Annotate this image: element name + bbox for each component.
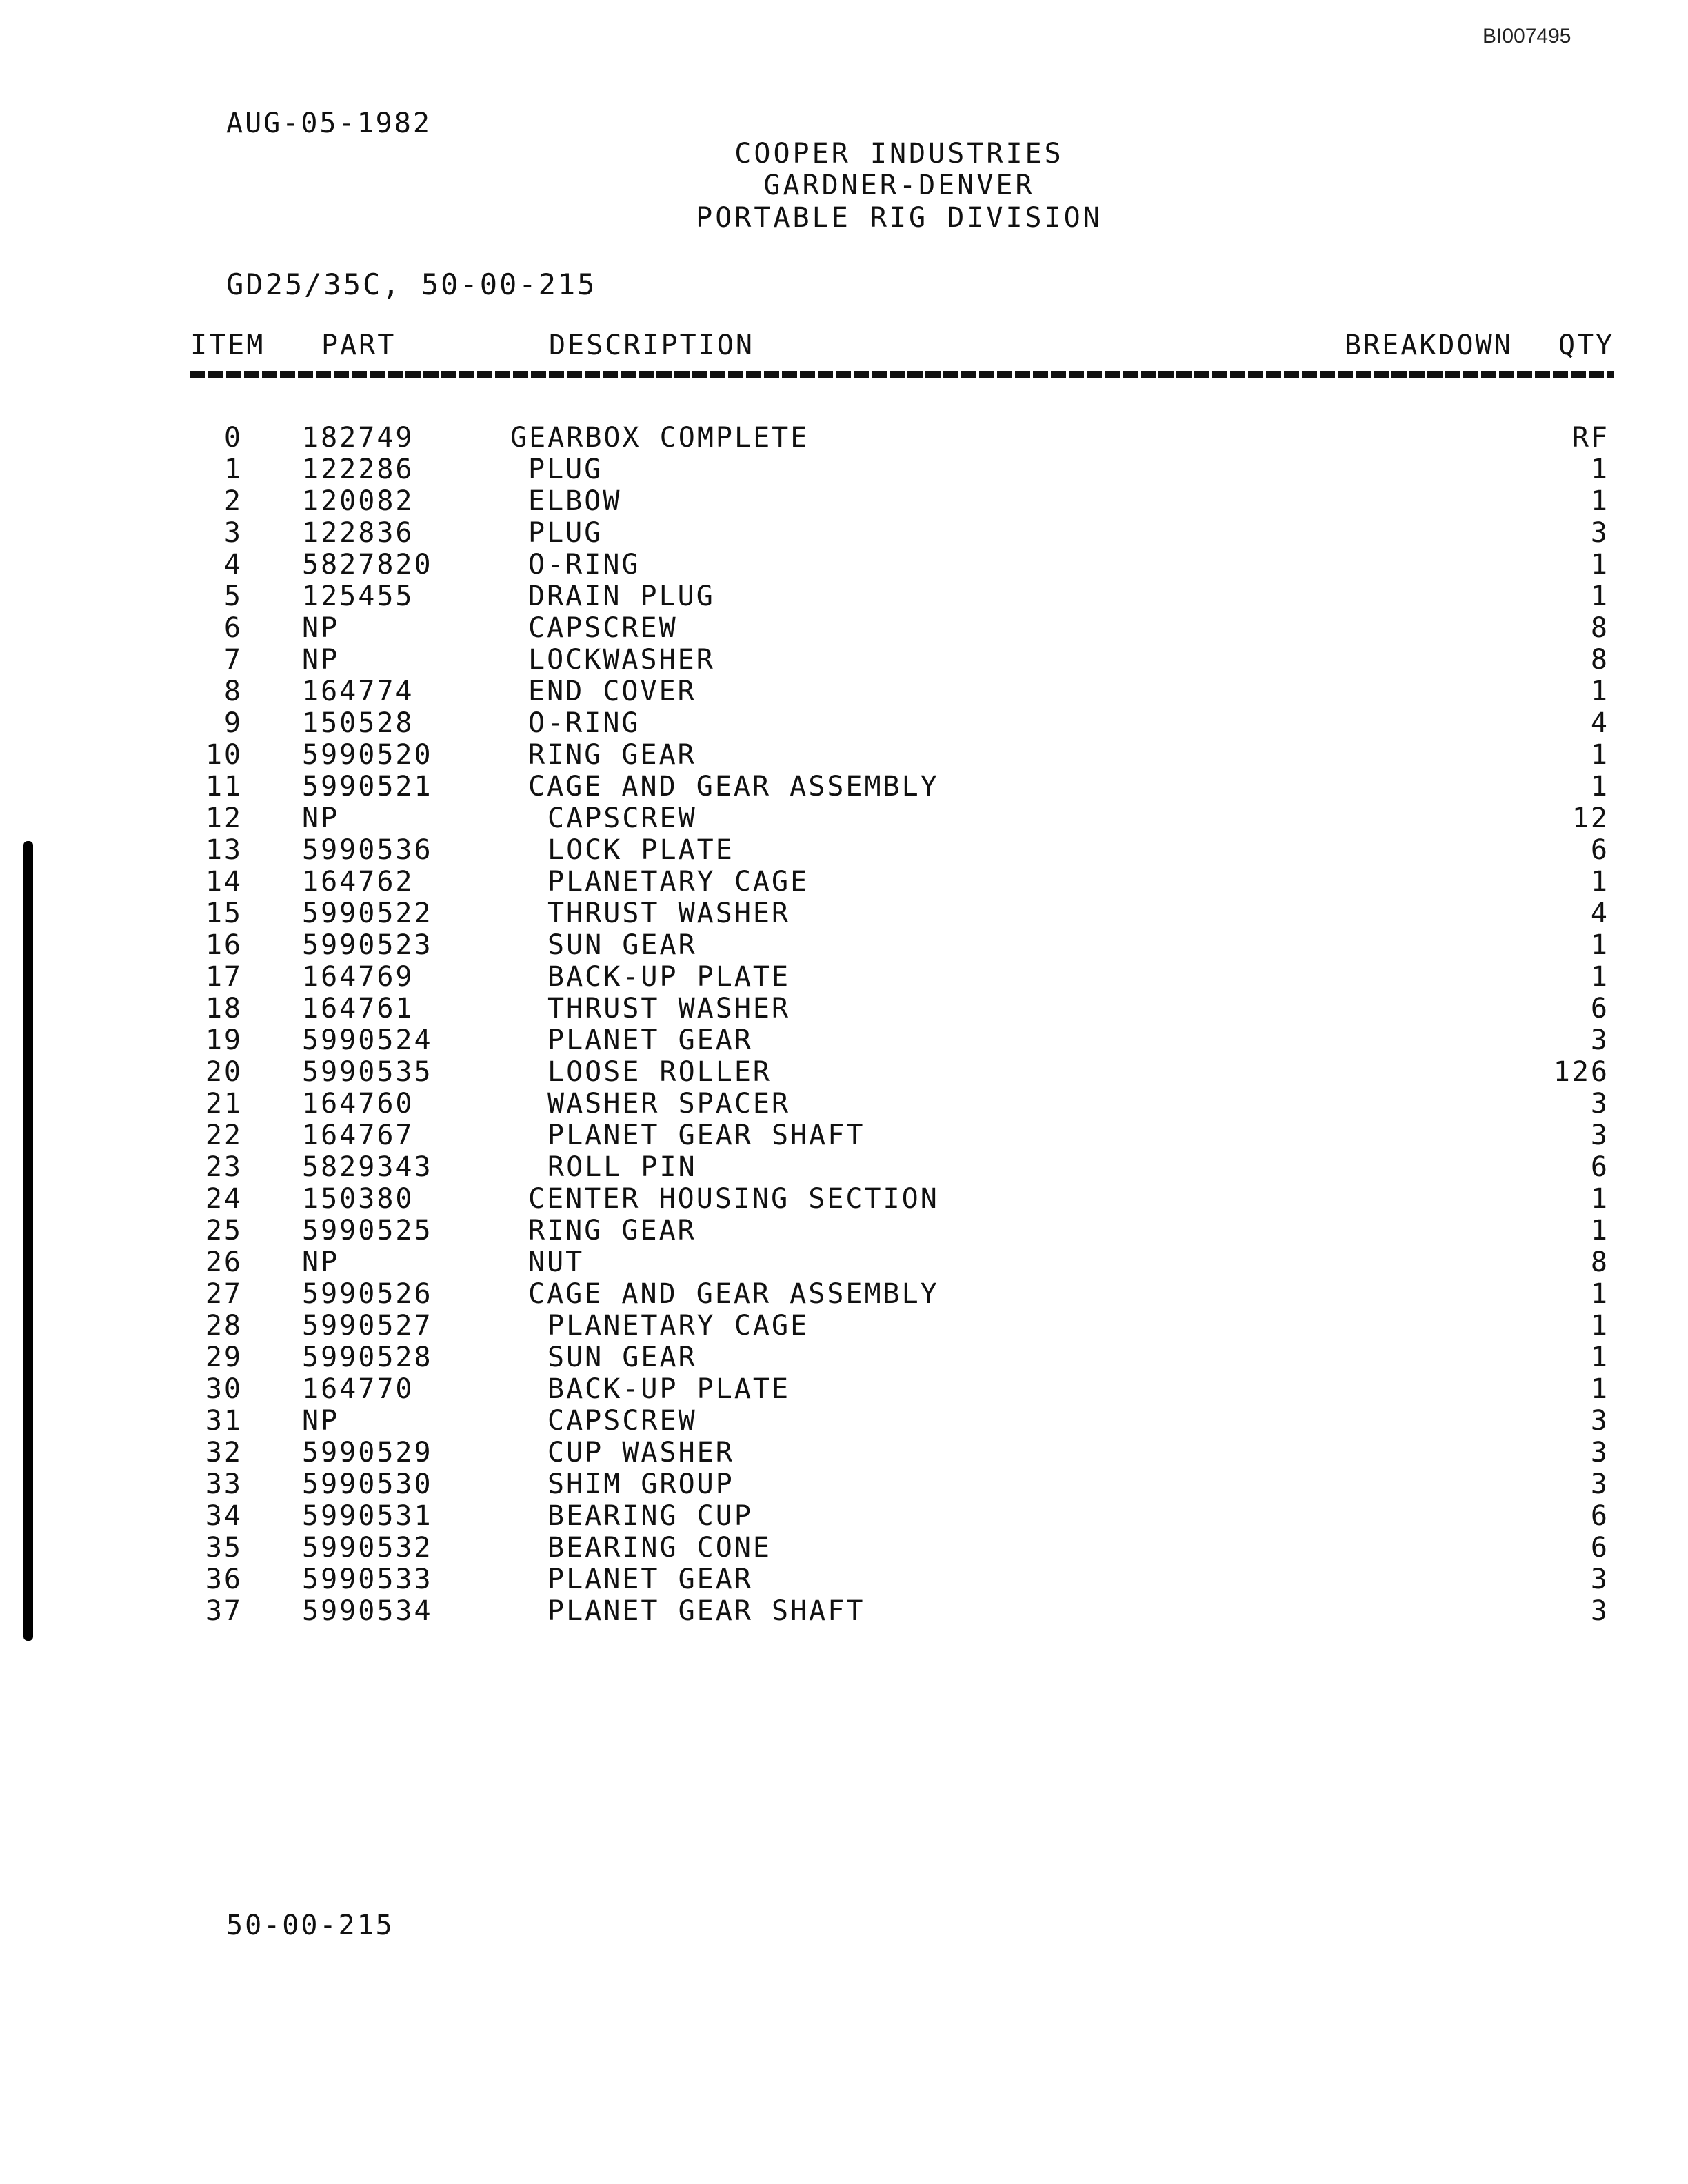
item-number: 6 [223, 612, 243, 644]
quantity: 3 [1590, 1120, 1609, 1151]
item-number: 37 [205, 1595, 243, 1627]
quantity: 1 [1590, 929, 1609, 961]
part-description: DRAIN PLUG [528, 580, 715, 612]
item-number: 21 [205, 1088, 243, 1120]
part-number: NP [302, 1405, 340, 1437]
table-row [0, 898, 1688, 929]
part-description: LOOSE ROLLER [547, 1056, 772, 1088]
quantity: 3 [1590, 1088, 1609, 1120]
part-description: RING GEAR [528, 739, 696, 771]
model-number: GD25/35C, 50-00-215 [226, 267, 597, 301]
quantity: 1 [1590, 549, 1609, 580]
part-number: 5827820 [302, 549, 433, 580]
table-row [0, 1215, 1688, 1246]
column-header-qty: QTY [1558, 330, 1615, 361]
header-divider [190, 371, 1614, 378]
item-number: 3 [223, 517, 243, 549]
part-description: THRUST WASHER [547, 993, 791, 1024]
quantity: 4 [1590, 707, 1609, 739]
item-number: 11 [205, 771, 243, 802]
item-number: 28 [205, 1310, 243, 1342]
table-row [0, 1088, 1688, 1120]
table-row [0, 422, 1688, 454]
part-number: 5990530 [302, 1468, 433, 1500]
part-description: LOCK PLATE [547, 834, 734, 866]
part-description: THRUST WASHER [547, 898, 791, 929]
item-number: 8 [223, 676, 243, 707]
part-description: PLANETARY CAGE [547, 1310, 810, 1342]
item-number: 25 [205, 1215, 243, 1246]
column-header-part: PART [321, 330, 396, 361]
item-number: 32 [205, 1437, 243, 1468]
part-description: CAPSCREW [547, 1405, 697, 1437]
quantity: 1 [1590, 1373, 1609, 1405]
part-number: 5990526 [302, 1278, 433, 1310]
item-number: 33 [205, 1468, 243, 1500]
quantity: 3 [1590, 1405, 1609, 1437]
quantity: 6 [1590, 1151, 1609, 1183]
part-number: NP [302, 1246, 340, 1278]
part-number: 150380 [302, 1183, 414, 1215]
part-number: 5990533 [302, 1564, 433, 1595]
table-row [0, 676, 1688, 707]
part-number: 5990523 [302, 929, 433, 961]
part-description: ELBOW [528, 485, 622, 517]
item-number: 34 [205, 1500, 243, 1532]
table-row [0, 1468, 1688, 1500]
part-number: 5990528 [302, 1342, 433, 1373]
part-description: GEARBOX COMPLETE [510, 422, 810, 454]
part-number: 150528 [302, 707, 414, 739]
quantity: 1 [1590, 454, 1609, 485]
table-row [0, 1246, 1688, 1278]
quantity: 8 [1590, 644, 1609, 676]
quantity: 6 [1590, 834, 1609, 866]
quantity: 6 [1590, 993, 1609, 1024]
company-subname: GARDNER-DENVER [763, 170, 1035, 201]
part-number: 5990525 [302, 1215, 433, 1246]
table-row [0, 1151, 1688, 1183]
part-description: PLANET GEAR [547, 1024, 753, 1056]
quantity: 4 [1590, 898, 1609, 929]
table-row [0, 517, 1688, 549]
table-row [0, 1183, 1688, 1215]
part-number: 5829343 [302, 1151, 433, 1183]
table-row [0, 454, 1688, 485]
part-number: 5990520 [302, 739, 433, 771]
part-number: 5990522 [302, 898, 433, 929]
part-description: PLANET GEAR SHAFT [547, 1120, 865, 1151]
part-description: ROLL PIN [547, 1151, 697, 1183]
part-number: 5990529 [302, 1437, 433, 1468]
item-number: 1 [223, 454, 243, 485]
quantity: 126 [1553, 1056, 1609, 1088]
part-description: CAPSCREW [528, 612, 678, 644]
item-number: 12 [205, 802, 243, 834]
quantity: 1 [1590, 676, 1609, 707]
part-description: RING GEAR [528, 1215, 696, 1246]
part-number: 120082 [302, 485, 414, 517]
quantity: 1 [1590, 961, 1609, 993]
column-header-description: DESCRIPTION [549, 330, 754, 361]
item-number: 16 [205, 929, 243, 961]
part-description: PLUG [528, 517, 603, 549]
item-number: 17 [205, 961, 243, 993]
item-number: 35 [205, 1532, 243, 1564]
part-number: 164770 [302, 1373, 414, 1405]
table-row [0, 1056, 1688, 1088]
column-header-item: ITEM [190, 330, 265, 361]
table-row [0, 866, 1688, 898]
part-description: WASHER SPACER [547, 1088, 791, 1120]
quantity: 1 [1590, 1183, 1609, 1215]
part-number: 5990531 [302, 1500, 433, 1532]
quantity: 6 [1590, 1500, 1609, 1532]
part-description: SUN GEAR [547, 929, 697, 961]
quantity: 3 [1590, 1468, 1609, 1500]
item-number: 13 [205, 834, 243, 866]
part-number: 164769 [302, 961, 414, 993]
part-number: 5990536 [302, 834, 433, 866]
quantity: 1 [1590, 1278, 1609, 1310]
part-description: NUT [528, 1246, 585, 1278]
table-row [0, 1278, 1688, 1310]
table-row [0, 485, 1688, 517]
part-description: BEARING CUP [547, 1500, 753, 1532]
quantity: 3 [1590, 517, 1609, 549]
table-row [0, 739, 1688, 771]
table-row [0, 644, 1688, 676]
item-number: 9 [223, 707, 243, 739]
part-number: 164760 [302, 1088, 414, 1120]
table-row [0, 1024, 1688, 1056]
table-row [0, 1564, 1688, 1595]
part-description: CAPSCREW [547, 802, 697, 834]
item-number: 30 [205, 1373, 243, 1405]
part-number: 5990521 [302, 771, 433, 802]
part-description: SHIM GROUP [547, 1468, 734, 1500]
quantity: 6 [1590, 1532, 1609, 1564]
table-row [0, 1500, 1688, 1532]
part-description: PLUG [528, 454, 603, 485]
quantity: 1 [1590, 1215, 1609, 1246]
table-row [0, 771, 1688, 802]
item-number: 14 [205, 866, 243, 898]
part-number: 164762 [302, 866, 414, 898]
item-number: 31 [205, 1405, 243, 1437]
part-number: 5990532 [302, 1532, 433, 1564]
part-number: NP [302, 802, 340, 834]
column-header-breakdown: BREAKDOWN [1345, 330, 1513, 361]
table-row [0, 834, 1688, 866]
item-number: 29 [205, 1342, 243, 1373]
part-description: BACK-UP PLATE [547, 961, 791, 993]
table-row [0, 612, 1688, 644]
table-row [0, 993, 1688, 1024]
table-row [0, 1342, 1688, 1373]
part-description: PLANETARY CAGE [547, 866, 810, 898]
item-number: 26 [205, 1246, 243, 1278]
parts-table [0, 422, 1688, 1627]
part-number: 164761 [302, 993, 414, 1024]
quantity: 1 [1590, 580, 1609, 612]
item-number: 22 [205, 1120, 243, 1151]
quantity: 3 [1590, 1595, 1609, 1627]
part-number: NP [302, 612, 340, 644]
table-row [0, 802, 1688, 834]
item-number: 36 [205, 1564, 243, 1595]
quantity: 1 [1590, 1342, 1609, 1373]
item-number: 4 [223, 549, 243, 580]
item-number: 18 [205, 993, 243, 1024]
item-number: 19 [205, 1024, 243, 1056]
item-number: 2 [223, 485, 243, 517]
table-row [0, 1437, 1688, 1468]
scan-binding-mark [23, 841, 33, 1641]
item-number: 23 [205, 1151, 243, 1183]
page-footer: 50-00-215 [226, 1910, 394, 1941]
part-number: 5990527 [302, 1310, 433, 1342]
table-row [0, 1532, 1688, 1564]
quantity: 8 [1590, 1246, 1609, 1278]
item-number: 10 [205, 739, 243, 771]
table-row [0, 549, 1688, 580]
item-number: 24 [205, 1183, 243, 1215]
part-description: CAGE AND GEAR ASSEMBLY [528, 1278, 939, 1310]
part-description: LOCKWASHER [528, 644, 715, 676]
table-row [0, 580, 1688, 612]
part-description: BEARING CONE [547, 1532, 772, 1564]
part-number: 5990535 [302, 1056, 433, 1088]
item-number: 15 [205, 898, 243, 929]
quantity: 1 [1590, 485, 1609, 517]
part-description: CAGE AND GEAR ASSEMBLY [528, 771, 939, 802]
table-row [0, 1595, 1688, 1627]
part-description: PLANET GEAR SHAFT [547, 1595, 865, 1627]
table-row [0, 1405, 1688, 1437]
part-number: 164774 [302, 676, 414, 707]
part-description: SUN GEAR [547, 1342, 697, 1373]
part-description: BACK-UP PLATE [547, 1373, 791, 1405]
part-description: CUP WASHER [547, 1437, 734, 1468]
part-description: O-RING [528, 707, 641, 739]
document-id: BI007495 [1483, 25, 1571, 48]
quantity: 1 [1590, 1310, 1609, 1342]
item-number: 0 [223, 422, 243, 454]
quantity: 3 [1590, 1437, 1609, 1468]
company-division: PORTABLE RIG DIVISION [696, 202, 1103, 234]
part-description: CENTER HOUSING SECTION [528, 1183, 939, 1215]
part-description: PLANET GEAR [547, 1564, 753, 1595]
quantity: 3 [1590, 1024, 1609, 1056]
part-number: 125455 [302, 580, 414, 612]
part-number: 5990524 [302, 1024, 433, 1056]
part-number: 122286 [302, 454, 414, 485]
part-number: 122836 [302, 517, 414, 549]
quantity: 12 [1571, 802, 1609, 834]
table-row [0, 929, 1688, 961]
part-number: 5990534 [302, 1595, 433, 1627]
part-description: END COVER [528, 676, 696, 707]
part-number: 164767 [302, 1120, 414, 1151]
item-number: 7 [223, 644, 243, 676]
part-number: 182749 [302, 422, 414, 454]
table-row [0, 1310, 1688, 1342]
company-name: COOPER INDUSTRIES [734, 138, 1064, 170]
quantity: 8 [1590, 612, 1609, 644]
part-description: O-RING [528, 549, 641, 580]
quantity: 1 [1590, 739, 1609, 771]
item-number: 5 [223, 580, 243, 612]
quantity: 3 [1590, 1564, 1609, 1595]
item-number: 27 [205, 1278, 243, 1310]
table-row [0, 707, 1688, 739]
quantity: 1 [1590, 866, 1609, 898]
quantity: RF [1571, 422, 1609, 454]
quantity: 1 [1590, 771, 1609, 802]
item-number: 20 [205, 1056, 243, 1088]
table-row [0, 1373, 1688, 1405]
document-date: AUG-05-1982 [226, 108, 432, 139]
part-number: NP [302, 644, 340, 676]
table-row [0, 1120, 1688, 1151]
table-row [0, 961, 1688, 993]
